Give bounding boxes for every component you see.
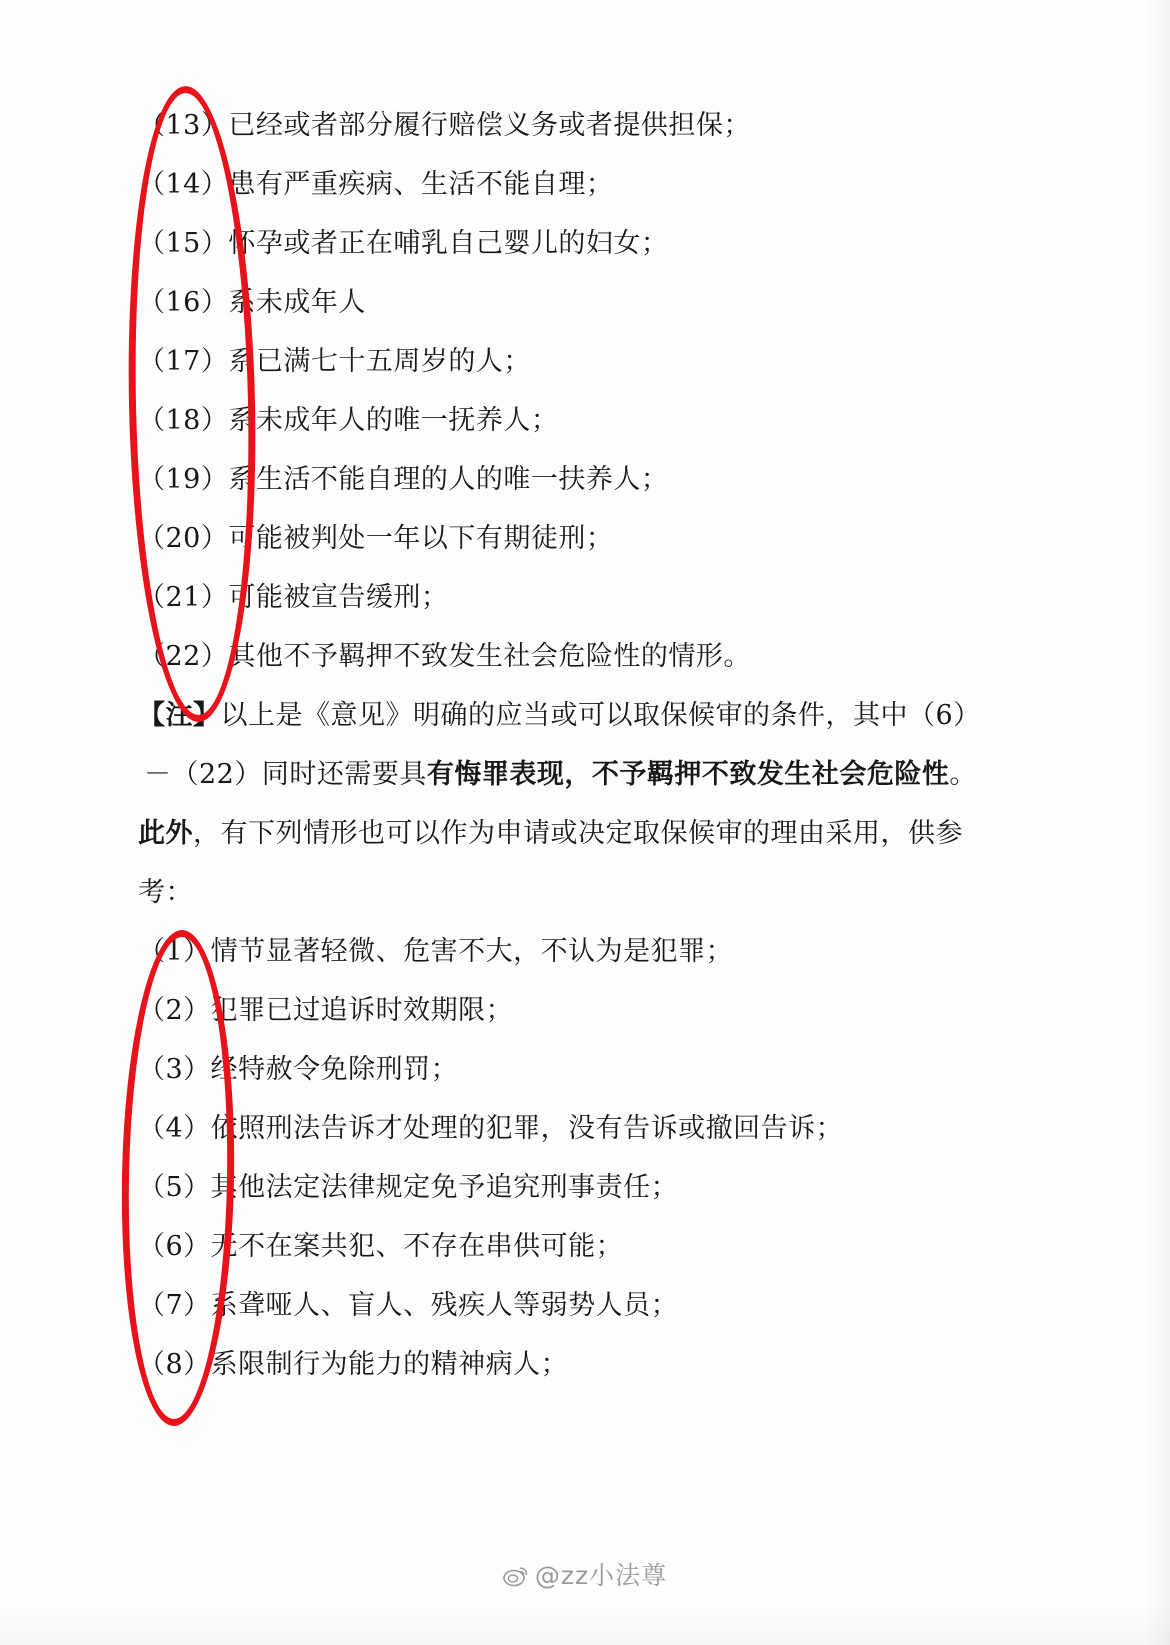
document-content (138, 96, 1038, 1394)
note-line-2 (144, 745, 1038, 804)
watermark (0, 1556, 1170, 1592)
extra-line-1 (138, 804, 1038, 863)
list-item: （19）系生活不能自理的人的唯一扶养人； (138, 464, 669, 495)
list-item: （7）系聋哑人、盲人、残疾人等弱势人员； (138, 1290, 679, 1321)
list-item: （15）怀孕或者正在哺乳自己婴儿的妇女； (138, 228, 669, 259)
list-item: （22）其他不予羁押不致发生社会危险性的情形。 (138, 641, 751, 672)
extra-line-2: 考： (138, 877, 193, 908)
weibo-icon (503, 1564, 529, 1586)
note-line-1-text: 以上是《意见》明确的应当或可以取保候审的条件，其中（6） (220, 700, 981, 731)
list-item: （21）可能被宣告缓刑； (138, 582, 449, 613)
list-item: （3）经特赦令免除刑罚； (138, 1054, 459, 1085)
note-line-2-bold: 有悔罪表现，不予羁押不致发生社会危险性 (426, 759, 950, 790)
list-item: （18）系未成年人的唯一抚养人； (138, 405, 559, 436)
list-item: （14）患有严重疾病、生活不能自理； (138, 169, 614, 200)
list-item: （4）依照刑法告诉才处理的犯罪，没有告诉或撤回告诉； (138, 1113, 844, 1144)
extra-line-1-text: ，有下列情形也可以作为申请或决定取保候审的理由采用，供参 (193, 818, 963, 849)
note-line-2-prefix: －（22）同时还需要具 (144, 759, 427, 790)
list-item: （16）系未成年人 (138, 287, 366, 318)
note-line-1 (138, 686, 1038, 745)
list-item: （20）可能被判处一年以下有期徒刑； (138, 523, 614, 554)
list-item: （8）系限制行为能力的精神病人； (138, 1349, 569, 1380)
watermark-text: @zz小法尊 (534, 1561, 668, 1590)
note-label: 【注】 (138, 700, 221, 731)
list-item: （2）犯罪已过追诉时效期限； (138, 995, 514, 1026)
extra-bold-lead: 此外 (138, 818, 193, 849)
list-item: （6）无不在案共犯、不存在串供可能； (138, 1231, 624, 1262)
list-item: （1）情节显著轻微、危害不大，不认为是犯罪； (138, 936, 734, 967)
note-line-2-suffix: 。 (949, 759, 977, 790)
list-item: （17）系已满七十五周岁的人； (138, 346, 531, 377)
list-item: （13）已经或者部分履行赔偿义务或者提供担保； (138, 110, 751, 141)
list-item: （5）其他法定法律规定免予追究刑事责任； (138, 1172, 679, 1203)
